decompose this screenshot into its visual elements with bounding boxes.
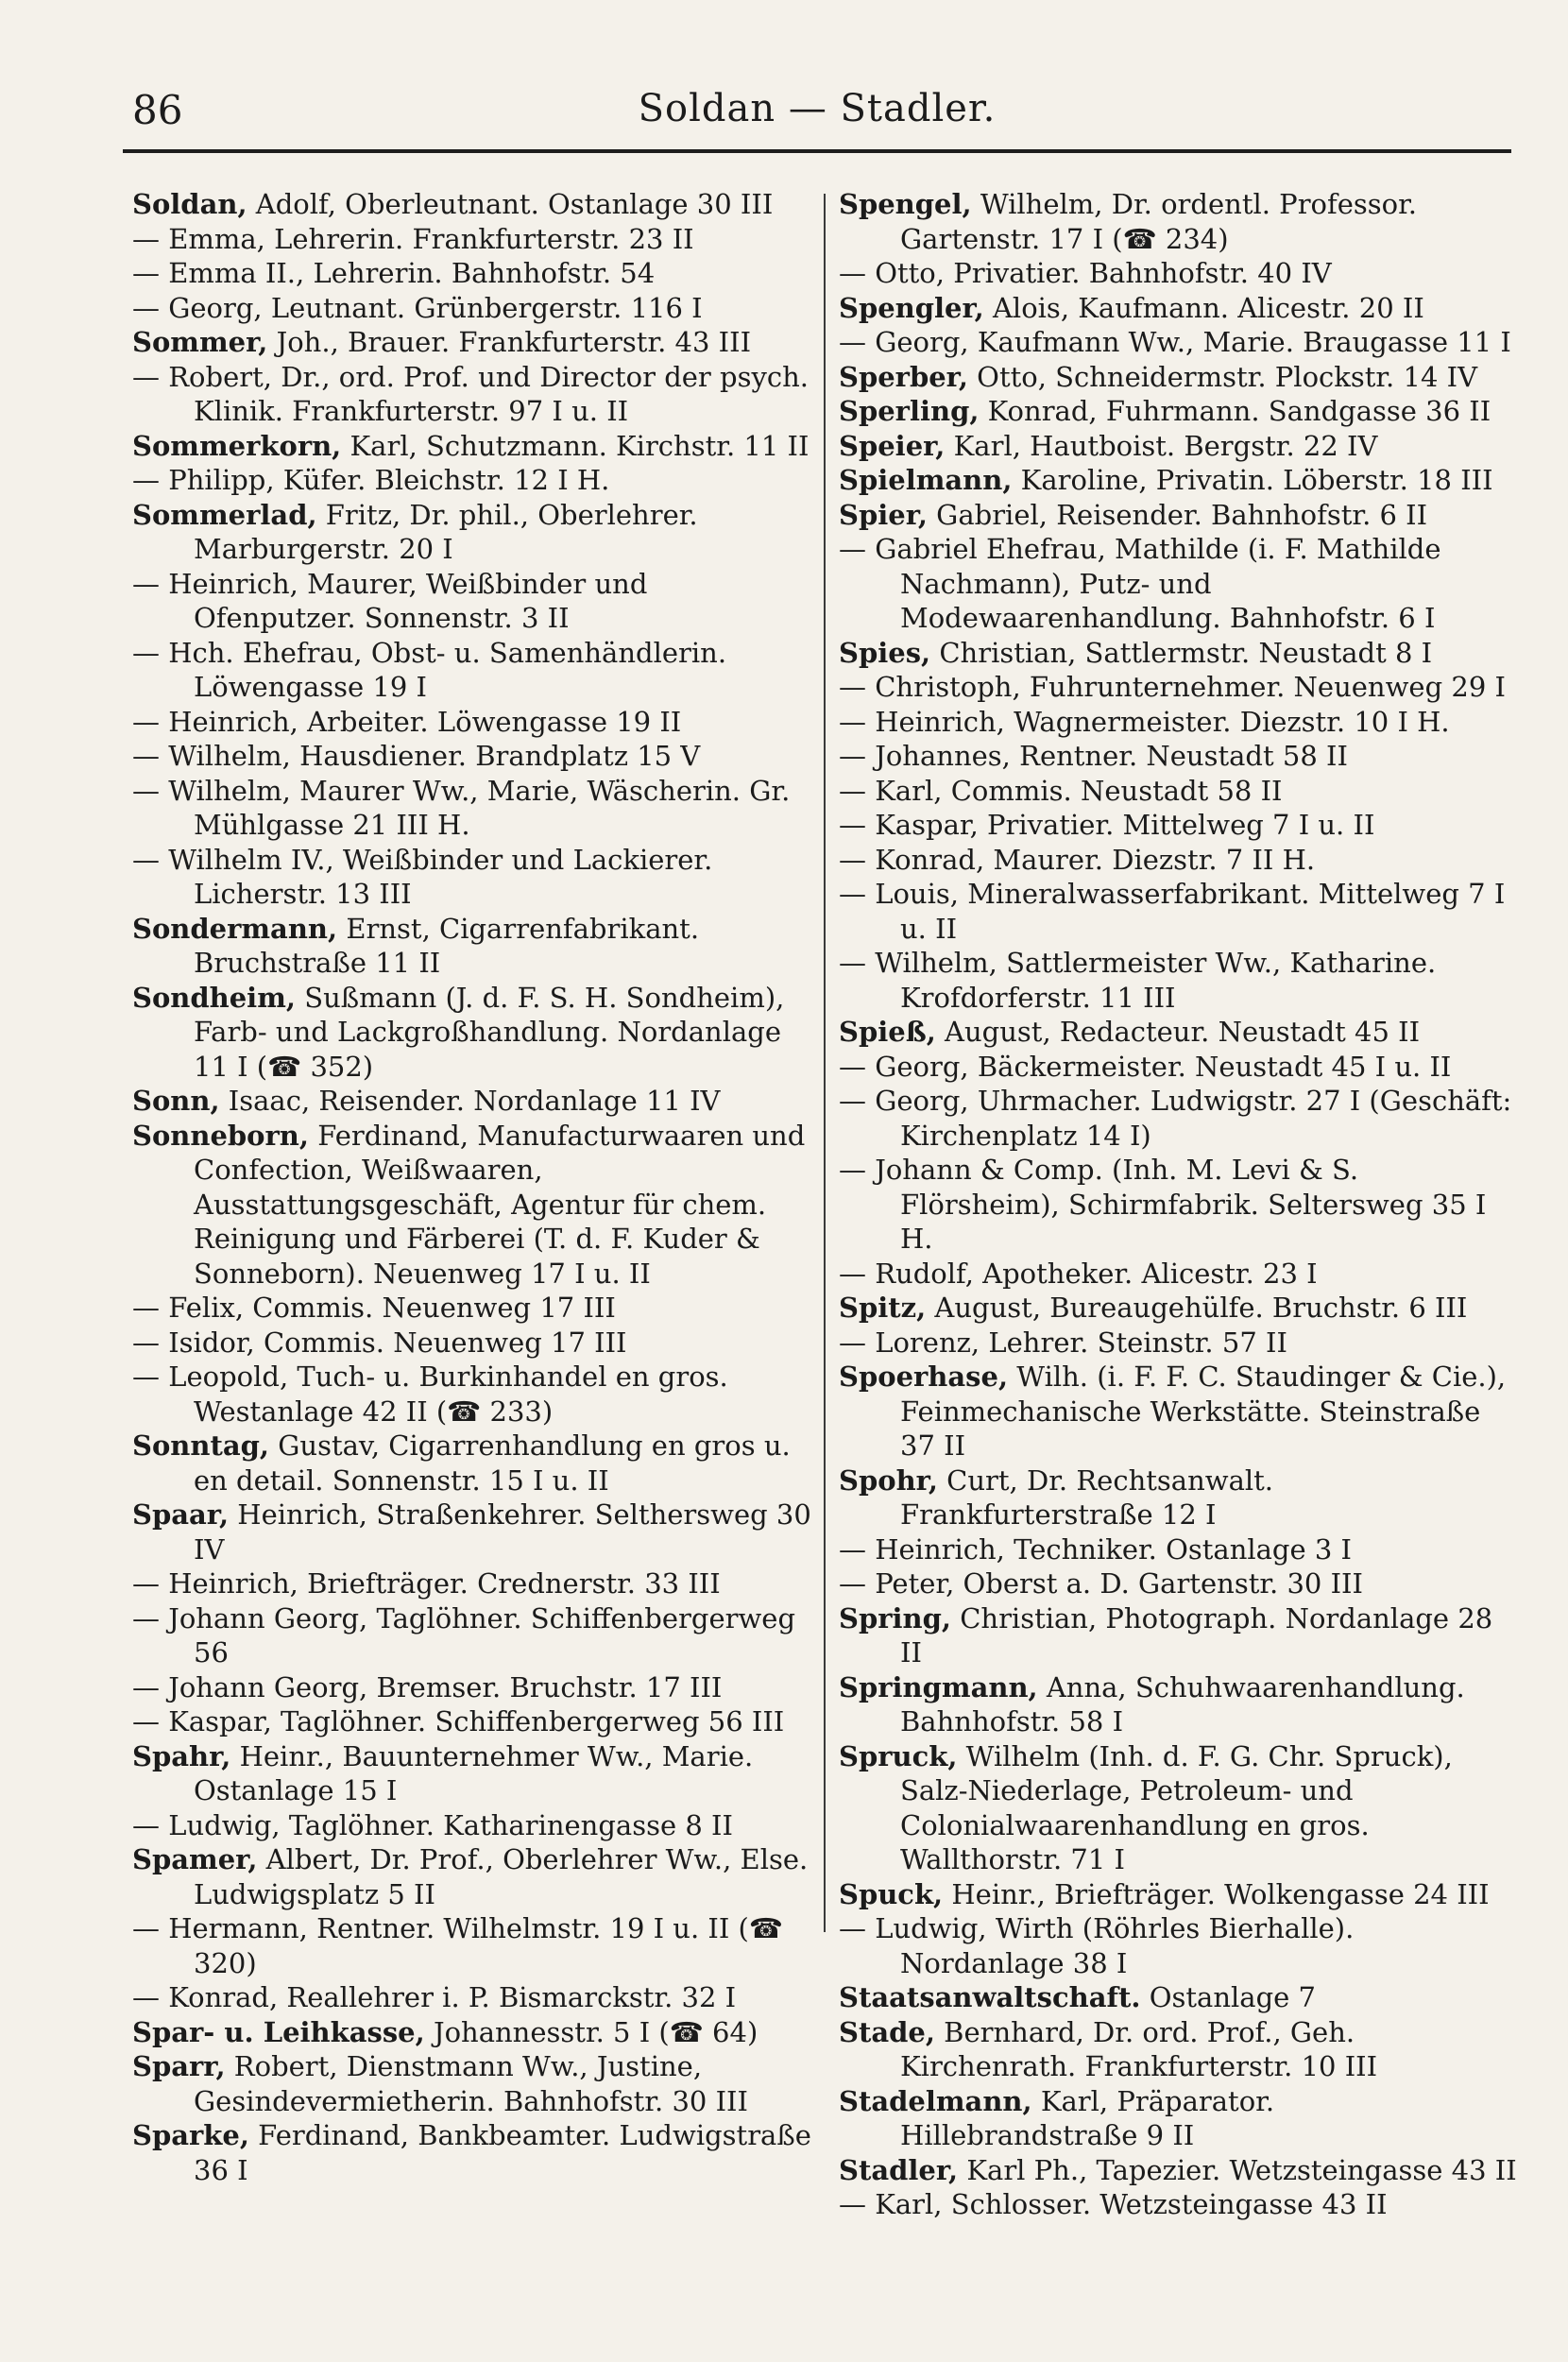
- directory-entry: [839, 1532, 1519, 1567]
- entry-text: — Heinrich, Arbeiter. Löwengasse 19 II: [132, 705, 682, 738]
- directory-entry: [839, 946, 1519, 1015]
- directory-entry: [839, 670, 1519, 705]
- directory-entry: [839, 705, 1519, 740]
- directory-entry: [132, 2049, 812, 2118]
- entry-text: Curt, Dr. Rechtsanwalt. Frankfurterstraße 12 I: [900, 1463, 1274, 1531]
- entry-surname: Spaar,: [132, 1498, 230, 1531]
- directory-entry: [132, 463, 812, 498]
- directory-entry: [132, 2015, 812, 2050]
- directory-entry: [839, 1291, 1519, 1326]
- entry-surname: Stadler,: [839, 2153, 959, 2186]
- entry-text: — Robert, Dr., ord. Prof. und Director der psych. Klinik. Frankfurterstr. 97 I u. II: [132, 360, 809, 427]
- directory-entry: [839, 1463, 1519, 1532]
- entry-surname: Sondheim,: [132, 981, 296, 1014]
- entry-text: Bernhard, Dr. ord. Prof., Geh. Kirchenrath. Frankfurterstr. 10 III: [900, 2015, 1378, 2082]
- directory-entry: [839, 325, 1519, 360]
- entry-surname: Soldan,: [132, 188, 247, 220]
- entry-text: Wilh. (i. F. F. C. Staudinger & Cie.), Feinmechanische Werkstätte. Steinstraße 37 II: [900, 1361, 1507, 1462]
- directory-entry: [132, 1601, 812, 1670]
- entry-surname: Spamer,: [132, 1843, 258, 1875]
- directory-entry: [839, 1911, 1519, 1980]
- directory-entry: [132, 1084, 812, 1119]
- entry-surname: Spar- u. Leihkasse,: [132, 2015, 425, 2048]
- entry-text: Wilhelm, Dr. ordentl. Professor. Gartenstr. 17 I (☎ 234): [900, 188, 1418, 255]
- directory-entry: [132, 981, 812, 1085]
- directory-entry: [132, 256, 812, 291]
- directory-entry: [839, 291, 1519, 326]
- directory-entry: [839, 2187, 1519, 2222]
- entry-text: August, Redacteur. Neustadt 45 II: [935, 1016, 1421, 1048]
- entry-text: — Ludwig, Wirth (Röhrles Bierhalle). Nordanlage 38 I: [839, 1912, 1355, 1979]
- entry-surname: Sparke,: [132, 2119, 249, 2151]
- entry-text: — Felix, Commis. Neuenweg 17 III: [132, 1292, 616, 1324]
- directory-entry: [839, 877, 1519, 946]
- entry-text: — Rudolf, Apotheker. Alicestr. 23 I: [839, 1257, 1318, 1290]
- entry-text: — Georg, Uhrmacher. Ludwigstr. 27 I (Geschäft: Kirchenplatz 14 I): [839, 1085, 1512, 1152]
- entry-text: Konrad, Fuhrmann. Sandgasse 36 II: [979, 395, 1491, 427]
- directory-entry: [839, 2153, 1519, 2188]
- page-number: 86: [132, 87, 183, 133]
- directory-entry: [839, 1670, 1519, 1739]
- entry-surname: Sonn,: [132, 1085, 220, 1117]
- entry-text: — Georg, Leutnant. Grünbergerstr. 116 I: [132, 291, 703, 324]
- entry-text: — Philipp, Küfer. Bleichstr. 12 I H.: [132, 464, 610, 496]
- entry-surname: Spies,: [839, 636, 931, 669]
- entry-surname: Sommerlad,: [132, 498, 317, 531]
- entry-text: — Kaspar, Privatier. Mittelweg 7 I u. II: [839, 809, 1375, 841]
- entry-text: Otto, Schneidermstr. Plockstr. 14 IV: [967, 360, 1478, 393]
- directory-entry: [132, 1360, 812, 1429]
- entry-text: — Wilhelm, Hausdiener. Brandplatz 15 V: [132, 740, 701, 772]
- directory-entry: [839, 808, 1519, 843]
- right-column: [839, 187, 1519, 2222]
- entry-text: — Heinrich, Briefträger. Crednerstr. 33 III: [132, 1567, 721, 1600]
- entry-surname: Spring,: [839, 1601, 951, 1635]
- entry-text: Karl, Schutzmann. Kirchstr. 11 II: [341, 429, 810, 462]
- directory-entry: [839, 1153, 1519, 1257]
- entry-text: Johannesstr. 5 I (☎ 64): [424, 2015, 758, 2048]
- directory-entry: [132, 291, 812, 326]
- directory-entry: [132, 1498, 812, 1566]
- directory-entry: [132, 498, 812, 567]
- entry-text: — Emma II., Lehrerin. Bahnhofstr. 54: [132, 257, 656, 289]
- entry-surname: Sparr,: [132, 2050, 226, 2082]
- directory-entry: [839, 2015, 1519, 2084]
- directory-entry: [132, 187, 812, 222]
- entry-text: Ernst, Cigarrenfabrikant. Bruchstraße 11 II: [194, 912, 700, 979]
- entry-surname: Sonntag,: [132, 1429, 270, 1462]
- column-divider: [824, 194, 826, 1932]
- directory-entry: [132, 1670, 812, 1705]
- directory-entry: [839, 1326, 1519, 1361]
- entry-text: Heinr., Briefträger. Wolkengasse 24 III: [943, 1877, 1490, 1910]
- directory-entry: [839, 774, 1519, 809]
- directory-entry: [839, 532, 1519, 636]
- directory-entry: [839, 1015, 1519, 1050]
- directory-entry: [839, 739, 1519, 774]
- entry-surname: Staatsanwaltschaft.: [839, 1981, 1141, 2013]
- entry-surname: Speier,: [839, 429, 946, 462]
- entry-text: Karl, Präparator. Hillebrandstraße 9 II: [900, 2084, 1275, 2151]
- entry-text: — Johannes, Rentner. Neustadt 58 II: [839, 740, 1348, 772]
- entry-surname: Spitz,: [839, 1292, 927, 1324]
- entry-text: Albert, Dr. Prof., Oberlehrer Ww., Else. Ludwigsplatz 5 II: [194, 1843, 809, 1910]
- directory-entry: [132, 705, 812, 740]
- entry-surname: Spielmann,: [839, 464, 1013, 496]
- entry-text: — Ludwig, Taglöhner. Katharinengasse 8 II: [132, 1808, 733, 1841]
- directory-entry: [839, 429, 1519, 464]
- left-column: [132, 187, 812, 2187]
- entry-surname: Sperling,: [839, 395, 980, 427]
- entry-text: — Christoph, Fuhrunternehmer. Neuenweg 29 I: [839, 671, 1506, 703]
- entry-text: Christian, Sattlermstr. Neustadt 8 I: [930, 636, 1433, 669]
- entry-text: — Johann Georg, Bremser. Bruchstr. 17 III: [132, 1670, 723, 1703]
- directory-entry: [132, 1980, 812, 2015]
- entry-text: Joh., Brauer. Frankfurterstr. 43 III: [267, 326, 752, 358]
- entry-text: Alois, Kaufmann. Alicestr. 20 II: [983, 291, 1424, 324]
- directory-entry: [132, 222, 812, 257]
- entry-text: Isaac, Reisender. Nordanlage 11 IV: [219, 1085, 721, 1117]
- entry-text: — Gabriel Ehefrau, Mathilde (i. F. Mathilde Nachmann), Putz- und Modewaarenhandlung. Bahnhofstr. 6 I: [839, 533, 1441, 634]
- entry-surname: Spohr,: [839, 1463, 938, 1497]
- directory-entry: [132, 2118, 812, 2187]
- entry-text: Gabriel, Reisender. Bahnhofstr. 6 II: [927, 498, 1428, 531]
- directory-entry: [839, 1566, 1519, 1601]
- entry-text: — Emma, Lehrerin. Frankfurterstr. 23 II: [132, 222, 694, 255]
- entry-text: — Heinrich, Techniker. Ostanlage 3 I: [839, 1532, 1352, 1566]
- directory-entry: [839, 2084, 1519, 2153]
- directory-entry: [132, 843, 812, 912]
- entry-text: — Otto, Privatier. Bahnhofstr. 40 IV: [839, 257, 1332, 289]
- directory-entry: [132, 1566, 812, 1601]
- entry-text: — Karl, Commis. Neustadt 58 II: [839, 774, 1283, 807]
- directory-entry: [839, 394, 1519, 429]
- directory-entry: [839, 1739, 1519, 1877]
- directory-entry: [839, 360, 1519, 395]
- directory-entry: [132, 774, 812, 843]
- entry-surname: Spahr,: [132, 1739, 231, 1772]
- entry-text: — Peter, Oberst a. D. Gartenstr. 30 III: [839, 1567, 1363, 1600]
- entry-text: Fritz, Dr. phil., Oberlehrer. Marburgerstr. 20 I: [194, 498, 698, 565]
- entry-text: — Konrad, Maurer. Diezstr. 7 II H.: [839, 843, 1316, 876]
- entry-text: — Johann Georg, Taglöhner. Schiffenbergerweg 56: [132, 1601, 796, 1669]
- entry-text: Ostanlage 7: [1140, 1981, 1316, 2013]
- directory-entry: [132, 636, 812, 705]
- running-title: Soldan — Stadler.: [638, 87, 997, 130]
- directory-entry: [839, 636, 1519, 671]
- entry-surname: Spengel,: [839, 188, 972, 220]
- entry-text: — Georg, Kaufmann Ww., Marie. Braugasse 11 I: [839, 326, 1511, 358]
- directory-entry: [839, 463, 1519, 498]
- entry-text: Robert, Dienstmann Ww., Justine, Gesindevermietherin. Bahnhofstr. 30 III: [194, 2050, 748, 2117]
- entry-text: Sußmann (J. d. F. S. H. Sondheim), Farb- und Lackgroßhandlung. Nordanlage 11 I (☎ 352): [194, 981, 785, 1083]
- entry-text: — Hermann, Rentner. Wilhelmstr. 19 I u. II (☎ 320): [132, 1912, 783, 1979]
- entry-text: — Kaspar, Taglöhner. Schiffenbergerweg 56 III: [132, 1705, 785, 1737]
- entry-text: Anna, Schuhwaarenhandlung. Bahnhofstr. 58 I: [900, 1670, 1465, 1737]
- entry-surname: Sperber,: [839, 360, 968, 393]
- entry-text: — Heinrich, Maurer, Weißbinder und Ofenputzer. Sonnenstr. 3 II: [132, 567, 648, 634]
- entry-surname: Spengler,: [839, 291, 984, 324]
- directory-entry: [839, 1050, 1519, 1085]
- entry-text: Wilhelm (Inh. d. F. G. Chr. Spruck), Salz-Niederlage, Petroleum- und Colonialwaarenhandlung en gros. Wallthorstr. 71 I: [900, 1739, 1453, 1875]
- directory-entry: [132, 567, 812, 636]
- entry-surname: Stadelmann,: [839, 2084, 1032, 2117]
- directory-entry: [839, 1980, 1519, 2015]
- entry-text: Ferdinand, Manufacturwaaren und Confection, Weißwaaren, Ausstattungsgeschäft, Agentur für chem. Reinigung und Färberei (T. d. F. Kuder & Sonneborn). Neuenweg 17 I u. II: [194, 1119, 806, 1290]
- entry-text: — Karl, Schlosser. Wetzsteingasse 43 II: [839, 2188, 1388, 2220]
- directory-entry: [839, 256, 1519, 291]
- directory-entry: [132, 1739, 812, 1808]
- directory-entry: [839, 498, 1519, 533]
- directory-entry: [839, 1257, 1519, 1292]
- entry-text: Karl Ph., Tapezier. Wetzsteingasse 43 II: [958, 2153, 1517, 2186]
- entry-text: — Wilhelm, Sattlermeister Ww., Katharine. Krofdorferstr. 11 III: [839, 947, 1437, 1014]
- entry-text: — Hch. Ehefrau, Obst- u. Samenhändlerin. Löwengasse 19 I: [132, 636, 727, 703]
- entry-surname: Sonneborn,: [132, 1119, 309, 1152]
- entry-surname: Spruck,: [839, 1739, 958, 1772]
- entry-text: Adolf, Oberleutnant. Ostanlage 30 III: [247, 188, 774, 220]
- directory-entry: [839, 1360, 1519, 1463]
- entry-surname: Spieß,: [839, 1016, 936, 1048]
- entry-text: — Wilhelm IV., Weißbinder und Lackierer. Licherstr. 13 III: [132, 843, 713, 910]
- directory-entry: [839, 843, 1519, 878]
- entry-surname: Stade,: [839, 2015, 935, 2048]
- entry-text: August, Bureaugehülfe. Bruchstr. 6 III: [926, 1292, 1468, 1324]
- entry-text: — Johann & Comp. (Inh. M. Levi & S. Flörsheim), Schirmfabrik. Seltersweg 35 I H.: [839, 1154, 1487, 1255]
- page-header: [132, 87, 1502, 144]
- entry-text: — Louis, Mineralwasserfabrikant. Mittelweg 7 I u. II: [839, 878, 1506, 945]
- entry-surname: Springmann,: [839, 1670, 1038, 1703]
- entry-text: Ferdinand, Bankbeamter. Ludwigstraße 36 I: [194, 2119, 811, 2186]
- directory-entry: [132, 1119, 812, 1292]
- entry-text: Heinrich, Straßenkehrer. Selthersweg 30 IV: [194, 1498, 811, 1566]
- directory-entry: [132, 912, 812, 981]
- directory-entry: [132, 1291, 812, 1326]
- entry-surname: Spier,: [839, 498, 928, 531]
- entry-surname: Spoerhase,: [839, 1361, 1009, 1393]
- entry-text: — Konrad, Reallehrer i. P. Bismarckstr. 32 I: [132, 1981, 737, 2013]
- entry-text: Karl, Hautboist. Bergstr. 22 IV: [945, 429, 1378, 462]
- directory-entry: [132, 739, 812, 774]
- entry-surname: Spuck,: [839, 1877, 944, 1910]
- entry-text: — Lorenz, Lehrer. Steinstr. 57 II: [839, 1326, 1287, 1359]
- entry-text: Heinr., Bauunternehmer Ww., Marie. Ostanlage 15 I: [194, 1739, 754, 1806]
- directory-entry: [839, 187, 1519, 256]
- entry-text: — Isidor, Commis. Neuenweg 17 III: [132, 1326, 627, 1359]
- directory-entry: [132, 360, 812, 429]
- directory-entry: [132, 1429, 812, 1498]
- entry-text: — Georg, Bäckermeister. Neustadt 45 I u. II: [839, 1050, 1452, 1083]
- directory-entry: [132, 325, 812, 360]
- directory-entry: [132, 1911, 812, 1980]
- entry-surname: Sommer,: [132, 326, 268, 358]
- entry-text: Gustav, Cigarrenhandlung en gros u. en detail. Sonnenstr. 15 I u. II: [194, 1429, 791, 1497]
- directory-entry: [839, 1601, 1519, 1670]
- directory-entry: [839, 1084, 1519, 1153]
- entry-surname: Sondermann,: [132, 912, 338, 945]
- entry-text: Karoline, Privatin. Löberstr. 18 III: [1012, 464, 1493, 496]
- directory-entry: [132, 1842, 812, 1911]
- directory-entry: [132, 429, 812, 464]
- entry-text: Christian, Photograph. Nordanlage 28 II: [900, 1601, 1493, 1669]
- entry-text: — Heinrich, Wagnermeister. Diezstr. 10 I H.: [839, 705, 1450, 738]
- directory-entry: [132, 1808, 812, 1843]
- entry-text: — Leopold, Tuch- u. Burkinhandel en gros. Westanlage 42 II (☎ 233): [132, 1361, 728, 1428]
- directory-entry: [132, 1704, 812, 1739]
- entry-surname: Sommerkorn,: [132, 429, 342, 462]
- directory-entry: [839, 1877, 1519, 1912]
- directory-entry: [132, 1326, 812, 1361]
- header-rule: [123, 149, 1511, 153]
- entry-text: — Wilhelm, Maurer Ww., Marie, Wäscherin. Gr. Mühlgasse 21 III H.: [132, 774, 791, 841]
